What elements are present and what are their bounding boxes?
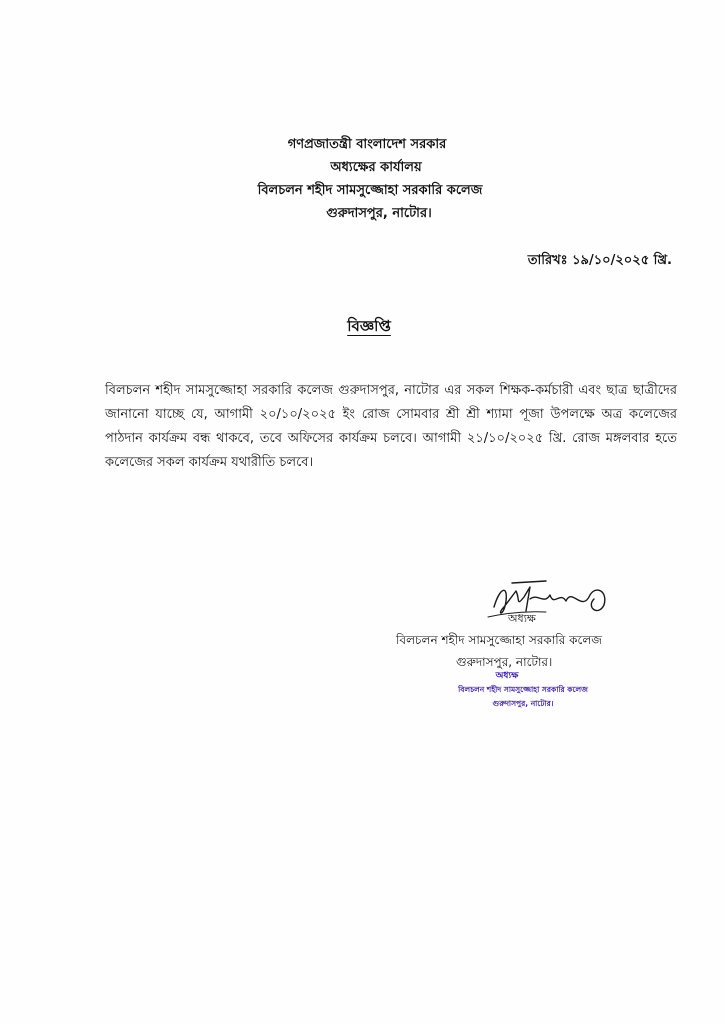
- stamp-college: বিলচলন শহীদ সামসুজ্জোহা সরকারি কলেজ: [458, 685, 588, 694]
- handwritten-signature: [486, 577, 616, 625]
- signatory-address: গুরুদাসপুর, নাটোর।: [456, 655, 553, 669]
- official-stamp: [448, 668, 598, 711]
- stamp-address: গুরুদাসপুর, নাটোর।: [492, 699, 554, 708]
- signatory-college: বিলচলন শহীদ সামসুজ্জোহা সরকারি কলেজ: [396, 633, 603, 647]
- stamp-role: অধ্যক্ষ: [495, 671, 519, 681]
- notice-title-wrapper: [0, 315, 724, 340]
- government-name: গণপ্রজাতন্ত্রী বাংলাদেশ সরকার: [287, 137, 447, 152]
- college-name: বিলচলন শহীদ সামসুজ্জোহা সরকারি কলেজ: [257, 183, 483, 198]
- notice-date: তারিখঃ ১৯/১০/২০২৫ খ্রি.: [527, 253, 672, 268]
- notice-body: বিলচলন শহীদ সামসুজ্জোহা সরকারি কলেজ গুরুদাসপুর, নাটোর এর সকল শিক্ষক-কর্মচারী এবং ছাত্র ছাত্রীদের জানানো যাচ্ছে যে, আগামী ২০/১০/২০২৫ ইং রোজ সোমবার শ্রী শ্রী শ্যামা পূজা উপলক্ষে অত্র কলেজের পাঠদান কার্যক্রম বন্ধ থাকবে, তবে অফিসের কার্যক্রম চলবে। আগামী ২১/১০/২০২৫ খ্রি. রোজ মঙ্গলবার হতে কলেজের সকল কার্যক্রম যথারীতি চলবে।: [105, 383, 677, 470]
- letterhead: [0, 133, 724, 225]
- notice-title: বিজ্ঞপ্তি: [347, 317, 391, 335]
- signatory-role: অধ্যক্ষ: [508, 612, 536, 625]
- office-name: অধ্যক্ষের কার্যালয়: [330, 160, 422, 175]
- college-address: গুরুদাসপুর, নাটোর।: [326, 206, 432, 221]
